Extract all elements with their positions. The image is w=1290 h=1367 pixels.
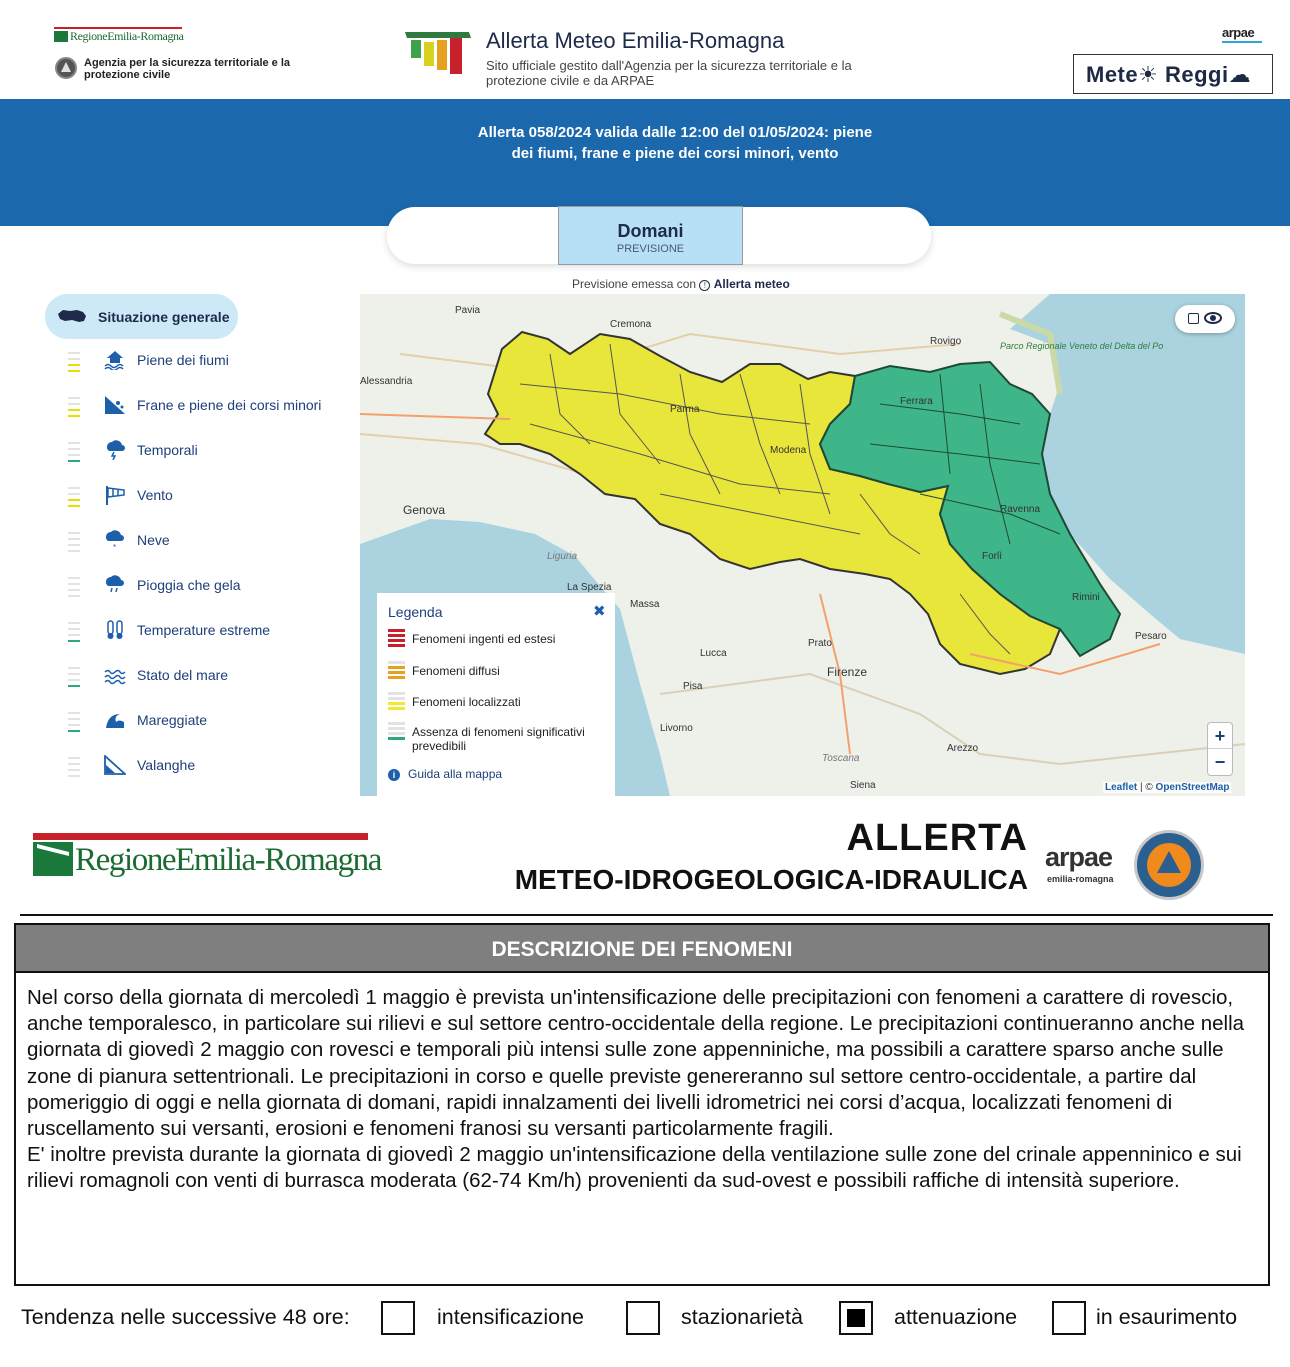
sidebar-item-vento[interactable] bbox=[66, 483, 346, 511]
zoom-in-button[interactable]: + bbox=[1208, 723, 1232, 749]
divider bbox=[20, 914, 1273, 916]
tab-domani[interactable] bbox=[558, 206, 743, 265]
level-indicator-yellow bbox=[68, 348, 80, 372]
place-label: Pavia bbox=[455, 305, 481, 316]
level-indicator-green bbox=[68, 708, 80, 732]
level-indicator-none bbox=[68, 528, 80, 552]
region-logo-bar bbox=[33, 833, 368, 840]
legend-row-label: Fenomeni localizzati bbox=[412, 695, 521, 709]
trend-option-label: intensificazione bbox=[437, 1305, 585, 1329]
level-indicator-green bbox=[68, 438, 80, 462]
agency-name[interactable]: Agenzia per la sicurezza territoriale e la protezione civile bbox=[84, 57, 291, 81]
map-guide-link[interactable] bbox=[388, 767, 502, 781]
trend-option-label: attenuazione bbox=[894, 1305, 1018, 1329]
place-label: Cremona bbox=[610, 319, 652, 330]
thermometer-icon bbox=[104, 620, 126, 640]
windsock-icon bbox=[104, 485, 126, 505]
sidebar-item-label: Mareggiate bbox=[137, 712, 208, 728]
legend-swatch-green bbox=[388, 722, 405, 744]
sidebar-item-label: Pioggia che gela bbox=[137, 577, 241, 593]
level-indicator-yellow bbox=[68, 393, 80, 417]
trend-row bbox=[21, 1301, 1271, 1337]
place-label: Forlì bbox=[982, 551, 1002, 562]
app-subtitle: Sito ufficiale gestito dall'Agenzia per la sicurezza territoriale e la protezione civile e da ARPAE bbox=[486, 58, 852, 88]
site-header bbox=[0, 0, 1290, 98]
sidebar-item-valanghe[interactable] bbox=[66, 753, 346, 781]
trend-option-label: stazionarietà bbox=[681, 1305, 803, 1329]
legend-swatch-red bbox=[388, 629, 405, 651]
description-paragraph: Nel corso della giornata di mercoledì 1 maggio è prevista un'intensificazione delle precipitazioni con fenomeni a carattere di rovescio, anche temporalesco, in particolare sui rilievi e sul settore centro-occidentale della regione. Le precipitazioni continueranno anche nella giornata di giovedì 2 maggio con rovesci e temporali più intensi sulle zone appenniniche, ma possibili a carattere sparso anche sulle zone di pianura settentrionali. Le precipitazioni in corso e quelle previste genereranno sul settore centro-occidentale, a partire dal pomeriggio di oggi e nella giornata di domani, rapidi innalzamenti dei livelli idrometrici nei corsi d’acqua, localizzati fenomeni di ruscellamento sui versanti, erosioni e fenomeni franosi su versanti particolarmente fragili. bbox=[27, 986, 1245, 1141]
region-logo-text: RegioneEmilia-Romagna bbox=[75, 842, 382, 878]
svg-text:*: * bbox=[113, 543, 117, 550]
issued-prefix: Previsione emessa con bbox=[572, 277, 697, 291]
freezing-rain-icon bbox=[104, 575, 126, 595]
sidebar-item-stato-mare[interactable] bbox=[66, 663, 346, 691]
sidebar-item-label: Frane e piene dei corsi minori bbox=[137, 397, 322, 413]
zoom-out-button[interactable]: − bbox=[1214, 752, 1226, 772]
legend-swatch-orange bbox=[388, 661, 405, 683]
place-label: Firenze bbox=[827, 665, 868, 679]
sidebar-item-temperature[interactable] bbox=[66, 618, 346, 646]
tab-domani-sub: PREVISIONE bbox=[616, 243, 685, 255]
sidebar-item-label: Vento bbox=[137, 487, 173, 503]
place-label: Siena bbox=[850, 780, 876, 791]
map-layer-toggle[interactable] bbox=[1175, 305, 1235, 333]
storm-surge-icon bbox=[104, 710, 126, 730]
checkbox-icon bbox=[1188, 313, 1199, 324]
avalanche-icon bbox=[104, 755, 126, 775]
level-indicator-none bbox=[68, 753, 80, 777]
map-legend bbox=[377, 593, 615, 796]
zoom-control bbox=[1207, 722, 1233, 776]
attribution-separator: | © bbox=[1137, 782, 1156, 793]
snow-icon bbox=[104, 530, 126, 550]
region-logo-text: RegioneEmilia-Romagna bbox=[70, 29, 184, 43]
level-indicator-none bbox=[68, 573, 80, 597]
place-label: Genova bbox=[403, 503, 446, 517]
waves-icon bbox=[104, 665, 126, 685]
alert-title: Allerta 058/2024 valida dalle 12:00 del 01/05/2024: piene dei fiumi, frane e piene dei corsi minori, vento bbox=[477, 124, 873, 162]
region-map-icon bbox=[57, 309, 87, 323]
legend-row-label: Fenomeni ingenti ed estesi bbox=[412, 632, 556, 646]
place-label: Arezzo bbox=[947, 743, 979, 754]
tab-domani-label: Domani bbox=[617, 221, 684, 241]
sidebar-item-temporali[interactable] bbox=[66, 438, 346, 466]
legend-row-label: Assenza di fenomeni significativi prevedibili bbox=[412, 725, 585, 753]
place-label: Alessandria bbox=[360, 376, 413, 387]
description-paragraph: E' inoltre prevista durante la giornata di giovedì 2 maggio un'intensificazione della ventilazione sulle zone del crinale appenninico e sui rilievi romagnoli con venti di burrasca moderata (62-74 Km/h) provenienti da sud-ovest e possibili raffiche di intensità superiore. bbox=[27, 1143, 1242, 1193]
document-subtitle: METEO-IDROGEOLOGICA-IDRAULICA bbox=[514, 864, 1028, 895]
sidebar-item-frane[interactable] bbox=[66, 393, 346, 421]
legend-close-button[interactable]: ✖ bbox=[593, 603, 606, 620]
level-indicator-yellow bbox=[68, 483, 80, 507]
landslide-icon bbox=[104, 395, 126, 415]
app-title[interactable]: Allerta Meteo Emilia-Romagna bbox=[486, 28, 785, 53]
civil-protection-icon bbox=[55, 57, 77, 79]
sidebar-item-mareggiate[interactable] bbox=[66, 708, 346, 736]
eye-icon bbox=[1204, 312, 1222, 324]
level-indicator-green bbox=[68, 618, 80, 642]
trend-checkbox-in-esaurimento bbox=[1052, 1301, 1086, 1335]
info-icon: i bbox=[388, 769, 400, 781]
place-label: Modena bbox=[770, 445, 807, 456]
map-attribution bbox=[1103, 782, 1231, 793]
meteo-reggio-text: Mete☀ Reggi☁ bbox=[1086, 62, 1252, 87]
info-icon: ! bbox=[699, 280, 710, 291]
trend-option-label: in esaurimento bbox=[1096, 1305, 1238, 1329]
legend-title: Legenda bbox=[388, 604, 443, 620]
legend-swatch-yellow bbox=[388, 692, 405, 714]
arpae-logo: arpae bbox=[1045, 842, 1113, 872]
place-label: Toscana bbox=[822, 753, 860, 764]
meteo-reggio-link[interactable] bbox=[1073, 54, 1273, 94]
sidebar-item-label: Temporali bbox=[137, 442, 198, 458]
house-flood-icon bbox=[104, 350, 126, 370]
sidebar-item-label: Temperature estreme bbox=[137, 622, 271, 638]
place-label: Ferrara bbox=[900, 396, 933, 407]
arpae-logo-sub: emilia-romagna bbox=[1047, 874, 1114, 884]
sidebar-item-label: Piene dei fiumi bbox=[137, 352, 229, 368]
sidebar-item-label: Valanghe bbox=[137, 757, 196, 773]
sidebar-active-label: Situazione generale bbox=[98, 309, 230, 325]
thunderstorm-icon bbox=[104, 440, 126, 460]
place-label: Parco Regionale Veneto del Delta del Po bbox=[1000, 341, 1164, 351]
trend-checkbox-intensificazione bbox=[381, 1301, 415, 1335]
trend-checkbox-attenuazione bbox=[839, 1301, 873, 1335]
sidebar-item-piene-fiumi[interactable] bbox=[66, 348, 346, 376]
sidebar-item-label: Neve bbox=[137, 532, 170, 548]
level-indicator-green bbox=[68, 663, 80, 687]
place-label: Massa bbox=[630, 599, 660, 610]
region-logo[interactable] bbox=[54, 27, 182, 43]
place-label: Prato bbox=[808, 638, 832, 649]
osm-link[interactable]: OpenStreetMap bbox=[1155, 782, 1230, 793]
leaflet-link[interactable]: Leaflet bbox=[1105, 782, 1138, 793]
sidebar-item-neve[interactable] bbox=[66, 528, 346, 556]
description-title: DESCRIZIONE DEI FENOMENI bbox=[491, 938, 793, 961]
region-flag-icon bbox=[54, 31, 68, 42]
place-label: Rovigo bbox=[930, 336, 962, 347]
region-flag-icon bbox=[33, 842, 73, 876]
issued-note bbox=[572, 277, 790, 291]
trend-checkbox-stazionarieta bbox=[626, 1301, 660, 1335]
region-logo-large bbox=[33, 833, 382, 879]
place-label: Pisa bbox=[683, 681, 703, 692]
civil-protection-logo-icon bbox=[1134, 830, 1204, 900]
place-label: Rimini bbox=[1072, 592, 1100, 603]
arpae-logo[interactable]: arpae bbox=[1222, 25, 1255, 40]
description-header bbox=[16, 925, 1268, 973]
allerta-meteo-logo-icon[interactable] bbox=[405, 28, 473, 76]
guide-label: Guida alla mappa bbox=[408, 767, 503, 781]
place-label: Parma bbox=[670, 404, 700, 415]
place-label: Livorno bbox=[660, 723, 693, 734]
document-title: ALLERTA bbox=[846, 817, 1028, 859]
description-text bbox=[27, 985, 1259, 1195]
place-label: Liguria bbox=[547, 551, 578, 562]
description-box bbox=[14, 923, 1270, 1286]
sidebar-item-label: Stato del mare bbox=[137, 667, 229, 683]
trend-label: Tendenza nelle successive 48 ore: bbox=[21, 1305, 350, 1329]
issued-link[interactable]: Allerta meteo bbox=[713, 277, 790, 291]
sidebar-item-situazione-generale[interactable] bbox=[45, 294, 238, 339]
place-label: Pesaro bbox=[1135, 631, 1167, 642]
sidebar-item-pioggia-gela[interactable] bbox=[66, 573, 346, 601]
place-label: Lucca bbox=[700, 648, 727, 659]
legend-row-label: Fenomeni diffusi bbox=[412, 664, 500, 678]
place-label: Ravenna bbox=[1000, 504, 1041, 515]
place-label: La Spezia bbox=[567, 582, 612, 593]
